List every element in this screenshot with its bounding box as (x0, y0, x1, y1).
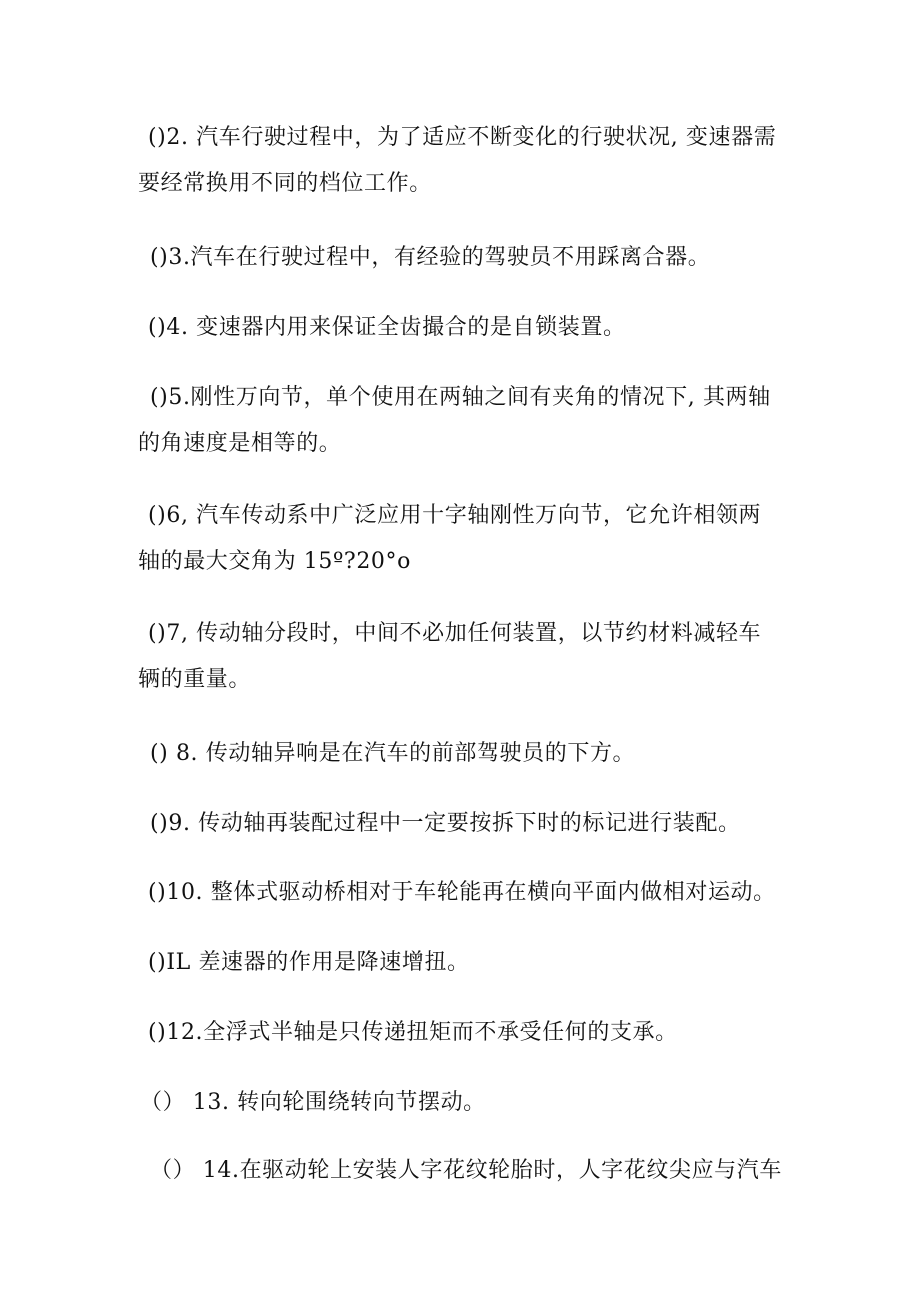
question-text-line: ()5.刚性万向节，单个使用在两轴之间有夹角的情况下, 其两轴 (150, 385, 771, 410)
question-2 (138, 115, 798, 207)
question-4 (148, 305, 798, 351)
question-text-line: () 8. 传动轴异响是在汽车的前部驾驶员的下方。 (150, 741, 636, 766)
question-text-line: ()IL 差速器的作用是降速增扭。 (148, 950, 470, 975)
question-3 (150, 235, 800, 281)
question-text-line: （） 14.在驱动轮上安装人字花纹轮胎时，人字花纹尖应与汽车 (150, 1158, 782, 1183)
question-12 (148, 1010, 798, 1056)
question-text-line: ()7, 传动轴分段时，中间不必加任何装置，以节约材料减轻车 (148, 621, 762, 646)
question-text-line: 辆的重量。 (138, 667, 252, 692)
question-11 (148, 940, 798, 986)
question-text-line: 要经常换用不同的档位工作。 (138, 171, 432, 196)
question-text-line: ()12.全浮式半轴是只传递扭矩而不承受任何的支承。 (148, 1020, 678, 1045)
question-10 (148, 870, 798, 916)
question-5 (138, 375, 800, 467)
question-text-line: （） 13. 转向轮围绕转向节摆动。 (140, 1090, 486, 1115)
question-8 (150, 731, 800, 777)
question-text-line: ()9. 传动轴再装配过程中一定要按拆下时的标记进行装配。 (150, 811, 741, 836)
question-6 (138, 493, 798, 585)
question-text-line: ()6, 汽车传动系中广泛应用十字轴刚性万向节，它允许相领两 (148, 503, 762, 528)
question-text-line: ()4. 变速器内用来保证全齿撮合的是自锁装置。 (148, 315, 626, 340)
question-13 (140, 1080, 790, 1126)
question-text-line: 的角速度是相等的。 (138, 431, 342, 456)
question-9 (150, 801, 800, 847)
question-text-line: ()3.汽车在行驶过程中，有经验的驾驶员不用踩离合器。 (150, 245, 711, 270)
question-7 (138, 611, 798, 703)
question-text-line: 轴的最大交角为 15º?20°o (138, 549, 411, 574)
question-text-line: ()2. 汽车行驶过程中，为了适应不断变化的行驶状况, 变速器需 (148, 125, 777, 150)
question-text-line: ()10. 整体式驱动桥相对于车轮能再在横向平面内做相对运动。 (148, 880, 776, 905)
question-14 (150, 1148, 800, 1194)
